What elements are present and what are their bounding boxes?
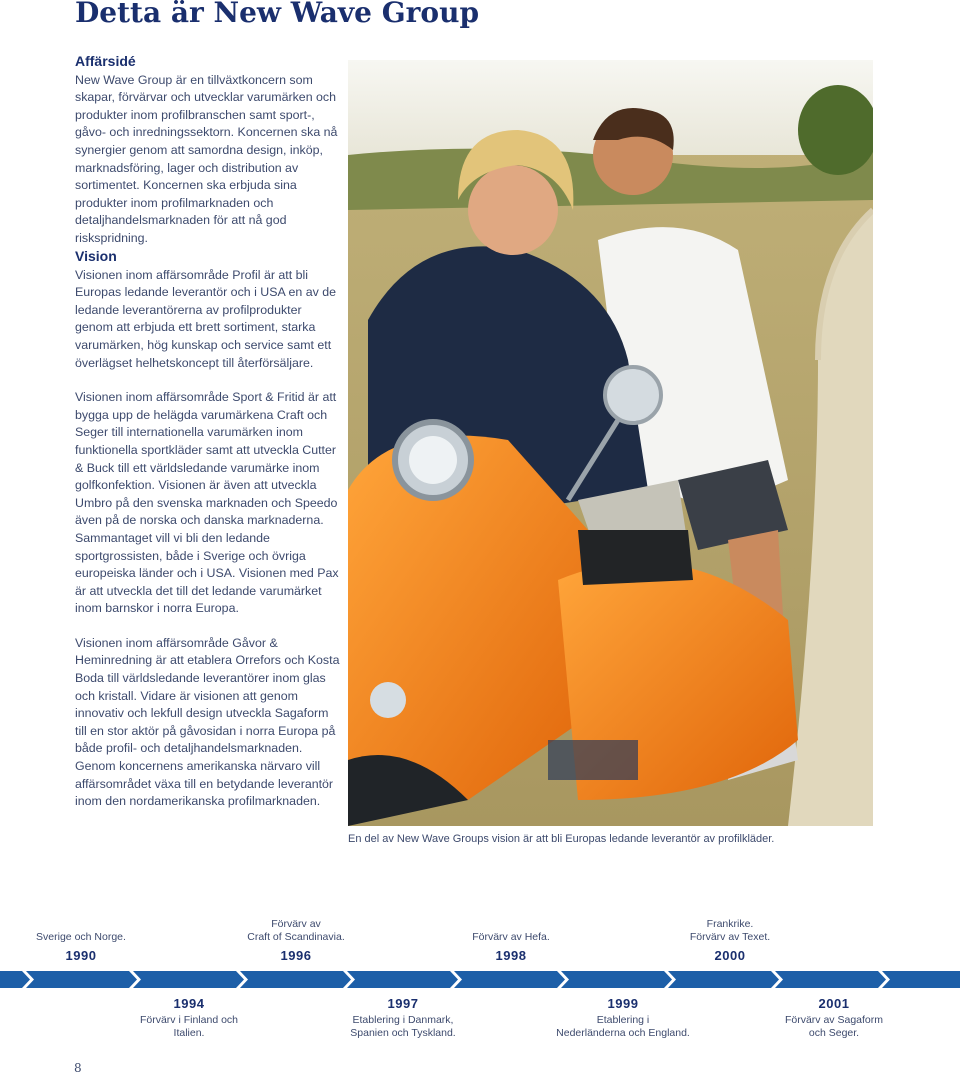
timeline-1997-line2: Spanien och Tyskland.	[350, 1027, 456, 1039]
affarside-text: New Wave Group är en tillväxtkoncern som skapar, förvärvar och utvecklar varumärken och produkter inom profilbranschen samt sport-, gåvo- och inredningssektorn. Koncernen ska nå synergier genom att samordna design, inköp, marknadsföring, lager och distribution av sortimentet. Koncernen ska erbjuda sina produkter inom profilmarknaden och detaljhandelsmarknaden för att nå god riskspridning.	[75, 72, 338, 245]
timeline-1990-line1	[16, 918, 146, 931]
vision-paragraph-3: Visionen inom affärsområde Gåvor & Heminredning är att etablera Orrefors och Kosta Boda till världsledande leverantörer inom glas och kristall. Vidare är visionen att genom innovativ och lekfull design utveckla Sagaform till en stor aktör på gåvosidan i norra Europa på både profil- och detaljhandelsmarknaden. Genom koncernens amerikanska närvaro vill affärsområdet växa till en betydande leverantör inom den nordamerikanska profilmarknaden.	[75, 635, 340, 809]
timeline-1994-line2: Italien.	[173, 1027, 205, 1039]
timeline-entry-1997	[333, 996, 473, 1040]
timeline-2001-line1: Förvärv av Sagaform	[784, 1014, 884, 1026]
timeline-2000-line1: Frankrike.	[706, 918, 754, 930]
vision-section	[75, 248, 340, 811]
timeline-2001-year: 2001	[818, 996, 850, 1011]
affarside-heading: Affärsidé	[75, 53, 136, 69]
timeline-2000-year: 2000	[714, 948, 746, 963]
timeline-1999-year: 1999	[607, 996, 639, 1011]
timeline-1997-line1: Etablering i Danmark,	[352, 1014, 454, 1026]
timeline-entry-1999	[553, 996, 693, 1040]
page-title: Detta är New Wave Group	[75, 0, 480, 29]
timeline-2000-line2: Förvärv av Texet.	[689, 931, 771, 943]
vision-paragraph-1: Visionen inom affärsområde Profil är att bli Europas ledande leverantör och i USA en av de ledande leverantörerna av profilprodukter genom att erbjuda ett brett sortiment, starka varumärken, hög kunskap och service samt ett överlägset helhetskoncept till återförsäljare.	[75, 267, 337, 370]
timeline-1998-line2: Förvärv av Hefa.	[472, 931, 550, 943]
timeline-1997-year: 1997	[387, 996, 419, 1011]
timeline-entry-1996	[231, 918, 361, 963]
photo-caption: En del av New Wave Groups vision är att bli Europas ledande leverantör av profilkläder.	[348, 833, 775, 845]
affarside-section	[75, 53, 340, 248]
timeline-bar	[0, 971, 960, 988]
timeline-1996-line2: Craft of Scandinavia.	[247, 931, 345, 943]
vision-heading: Vision	[75, 248, 117, 264]
timeline-entry-2000	[665, 918, 795, 963]
timeline-1994-year: 1994	[173, 996, 205, 1011]
timeline-1998-year: 1998	[495, 948, 527, 963]
vision-paragraph-2: Visionen inom affärsområde Sport & Fritid är att bygga upp de helägda varumärkena Craft och Seger till internationella varumärken inom funktionella sportkläder samt att utveckla Cutter & Buck till ett världsledande varumärke inom golfkonfektion. Visionen är även att utveckla Umbro på den svenska marknaden och Speedo även på de norska och danska marknaderna. Sammantaget vill vi bli den ledande sportgrossisten, både i Sverige och övriga europeiska länder och i USA. Visionen med Pax är att utveckla det till det ledande varumärket inom barnskor i norra Europa.	[75, 390, 339, 616]
timeline-1996-line1: Förvärv av	[271, 918, 321, 930]
timeline-1999-line1: Etablering i	[596, 1014, 650, 1026]
timeline-1998-line1	[446, 918, 576, 931]
timeline-1990-line2: Sverige och Norge.	[36, 931, 126, 943]
timeline-entry-1994	[119, 996, 259, 1040]
timeline-1990-year: 1990	[65, 948, 97, 963]
timeline-entry-1990	[16, 918, 146, 963]
timeline-1999-line2: Nederländerna och England.	[556, 1027, 690, 1039]
timeline-1994-line1: Förvärv i Finland och	[139, 1014, 239, 1026]
timeline-entry-1998	[446, 918, 576, 963]
timeline-entry-2001	[764, 996, 904, 1040]
timeline-2001-line2: och Seger.	[808, 1027, 860, 1039]
timeline-1996-year: 1996	[280, 948, 312, 963]
scooter-photo	[348, 60, 873, 826]
page-number: 8	[74, 1061, 82, 1075]
